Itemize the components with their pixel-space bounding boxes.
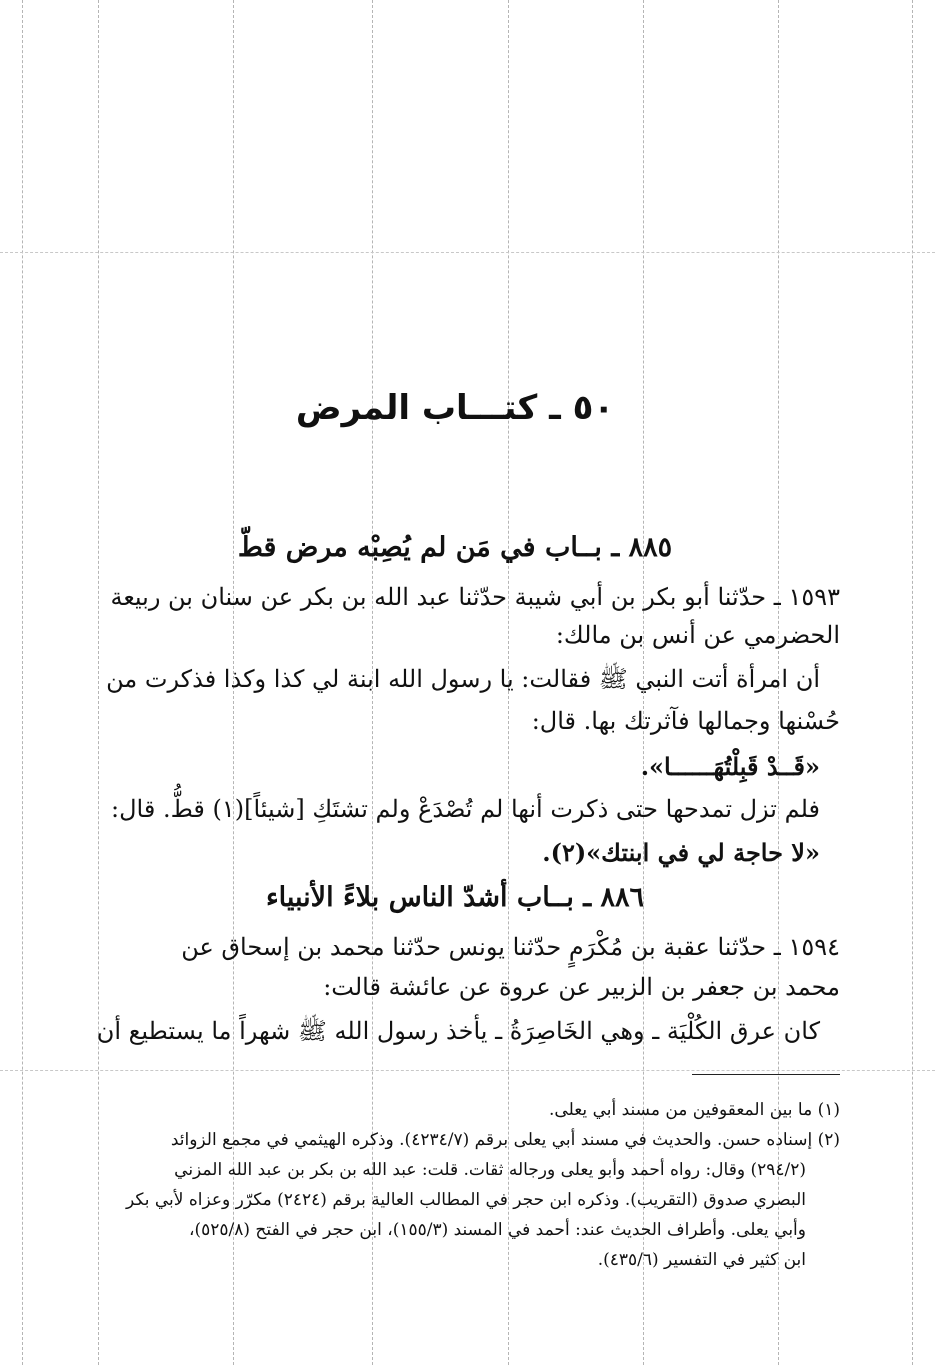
chapter-heading: ٨٨٦ ـ بــاب أشدّ الناس بلاءً الأنبياء	[265, 882, 645, 913]
scan-guide-line	[912, 0, 913, 1365]
scan-guide-line	[22, 0, 23, 1365]
hadith-line: ١٥٩٣ ـ حدّثنا أبو بكر بن أبي شيبة حدّثنا عبد الله بن بكر عن سنان بن ربيعة	[110, 583, 840, 611]
hadith-quote: «لا حاجة لي في ابنتك»(٢).	[542, 838, 820, 867]
hadith-line: ١٥٩٤ ـ حدّثنا عقبة بن مُكْرَمٍ حدّثنا يونس حدّثنا محمد بن إسحاق عن	[181, 933, 840, 961]
hadith-quote: «قَــدْ قَبِلْتُهَــــــا».	[640, 752, 820, 781]
hadith-line: أن امرأة أتت النبي ﷺ فقالت: يا رسول الله ابنة لي كذا وكذا فذكرت من	[106, 665, 820, 693]
scan-guide-line	[0, 252, 935, 253]
footnote-line: البصري صدوق (التقريب). وذكره ابن حجر في المطالب العالية برقم (٢٤٢٤) مكرّر وعزاه لأبي بكر	[125, 1190, 806, 1210]
hadith-line: فلم تزل تمدحها حتى ذكرت أنها لم تُصْدَعْ ولم تشتَكِ [شيئاً](١) قطُّ. قال:	[111, 795, 820, 823]
footnote-line: (٢٩٤/٢) وقال: رواه أحمد وأبو يعلى ورجاله ثقات. قلت: عبد الله بن بكر بن عبد الله المزني	[174, 1160, 806, 1180]
hadith-line: محمد بن جعفر بن الزبير عن عروة عن عائشة قالت:	[323, 973, 840, 1001]
footnote-line: وأبي يعلى. وأطراف الحديث عند: أحمد في المسند (١٥٥/٣)، ابن حجر في الفتح (٥٢٥/٨)،	[189, 1220, 806, 1240]
footnote-line: (٢) إسناده حسن. والحديث في مسند أبي يعلى برقم (٤٢٣٤/٧). وذكره الهيثمي في مجمع الزوائد	[170, 1130, 840, 1150]
scan-guide-line	[0, 1070, 935, 1071]
chapter-heading: ٨٨٥ ـ بــاب في مَن لم يُصِبْه مرض قطّ	[237, 532, 673, 563]
book-title: ٥٠ ـ كتـــاب المرض	[295, 388, 615, 428]
footnote-line: ابن كثير في التفسير (٤٣٥/٦).	[597, 1250, 806, 1270]
hadith-line: الحضرمي عن أنس بن مالك:	[555, 621, 840, 649]
hadith-line: كان عرق الكُلْيَة ـ وهي الخَاصِرَةُ ـ يأخذ رسول الله ﷺ شهراً ما يستطيع أن	[96, 1017, 820, 1045]
footnote-divider	[692, 1074, 840, 1075]
hadith-line: حُسْنها وجمالها فآثرتك بها. قال:	[531, 707, 840, 735]
footnote-line: (١) ما بين المعقوفين من مسند أبي يعلى.	[549, 1100, 840, 1120]
